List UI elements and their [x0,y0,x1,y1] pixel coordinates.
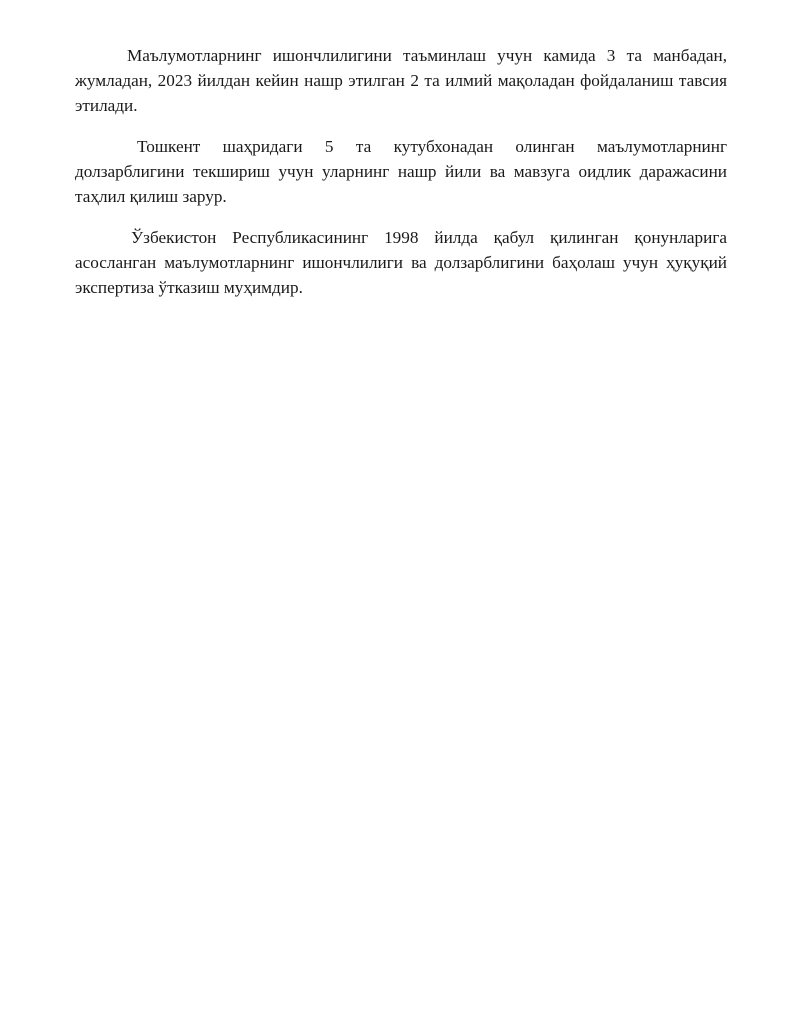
paragraph-1: Маълумотларнинг ишончлилигини таъминлаш учун камида 3 та манбадан, жумладан, 2023 йилдан кейин нашр этилган 2 та илмий мақоладан фойдаланиш тавсия этилади. [75,46,727,115]
paragraph-3: Ўзбекистон Республикасининг 1998 йилда қабул қилинган қонунларига асосланган маълумотларнинг ишончлилиги ва долзарблигини баҳолаш учун ҳуқуқий экспертиза ўтказиш муҳимдир. [75,228,727,297]
document-body [75,43,727,316]
paragraph-2: Тошкент шаҳридаги 5 та кутубхонадан олинган маълумотларнинг долзарблигини текшириш учун уларнинг нашр йили ва мавзуга оидлик даражасини таҳлил қилиш зарур. [75,137,727,206]
